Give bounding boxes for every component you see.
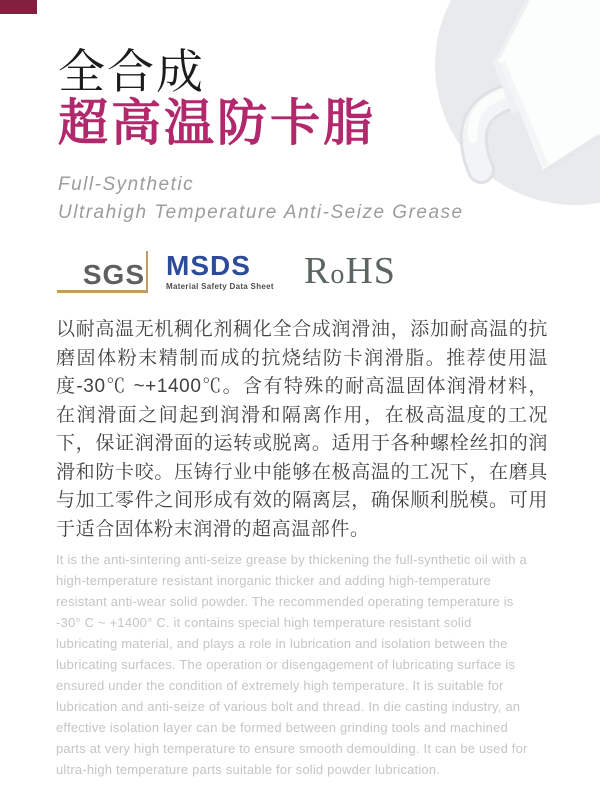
subtitle-line-2: Ultrahigh Temperature Anti-Seize Grease [58,202,464,223]
sgs-logo-text: SGS [82,259,145,290]
subtitle-line-1: Full-Synthetic [58,174,195,195]
product-subtitle-en [58,171,464,227]
sgs-logo [57,251,148,293]
rohs-logo-text-o: o [330,259,346,290]
product-title-cn: 全合成 [58,45,205,98]
msds-logo-text: MSDS [166,250,251,281]
description-english: It is the anti-sintering anti-seize grease by thickening the full-synthetic oil with a high-temperature resistant inorganic thicker and adding high-temperature resistant anti-wear solid powder. The recommended operating temperature is -30° C ~ +1400° C. it contains special high temperature resistant solid lubricating material, and plays a role in lubrication and isolation between the lubricating surfaces. The operation or disengagement of lubricating surface is ensured under the condition of extremely high temperature. It is suitable for lubrication and anti-seize of various bolt and thread. In die casting industry, an effective isolation layer can be formed between grinding tools and machined parts at very high temperature to ensure smooth demoulding. It can be used for ultra-high temperature parts suitable for solid powder lubrication. [56,552,528,777]
msds-logo [166,252,274,291]
rohs-logo [304,252,396,290]
product-title-cn-accent: 超高温防卡脂 [58,95,376,151]
description-chinese: 以耐高温无机稠化剂稠化全合成润滑油，添加耐高温的抗磨固体粉末精制而成的抗烧结防卡润滑脂。推荐使用温度-30℃ ~+1400℃。含有特殊的耐高温固体润滑材料，在润滑面之间起到润滑和隔离作用，在极高温度的工况下，保证润滑面的运转或脱离。适用于各种螺栓丝扣的润滑和防卡咬。压铸行业中能够在极高温的工况下，在磨具与加工零件之间形成有效的隔离层，确保顺利脱模。可用于适合固体粉末润滑的超高温部件。 [56,319,548,540]
rohs-logo-text-r: R [304,250,331,292]
rohs-logo-text-hs: HS [345,250,396,292]
corner-accent-bar [0,0,37,14]
msds-logo-tagline: Material Safety Data Sheet [166,282,274,291]
